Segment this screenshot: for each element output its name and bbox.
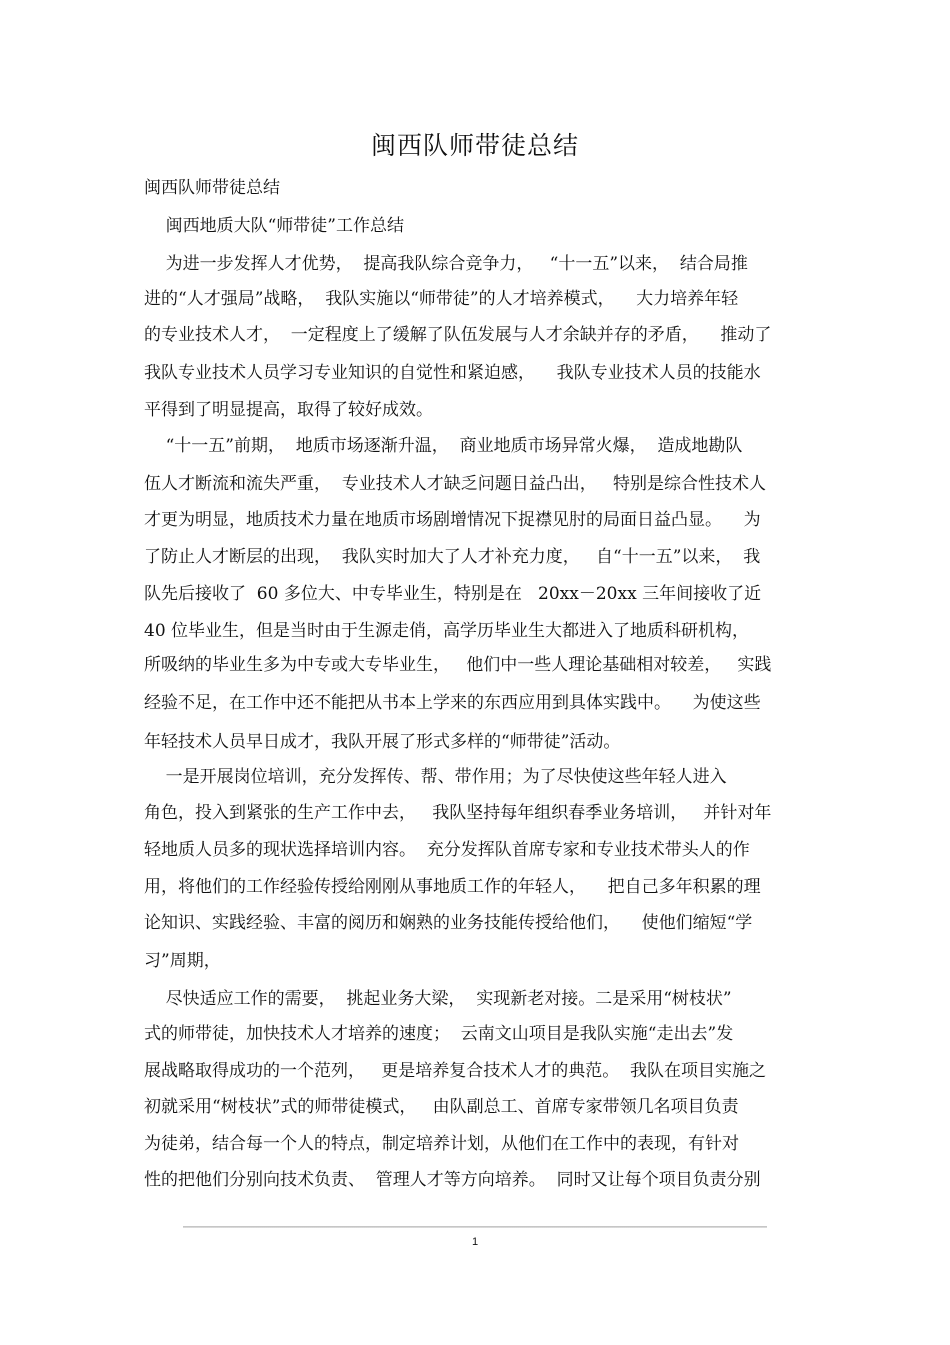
body-line: 才更为明显，地质技术力量在地质市场剧增情况下捉襟见肘的局面日益凸显。 为: [144, 510, 761, 530]
body-line: 角色，投入到紧张的生产工作中去， 我队坚持每年组织春季业务培训， 并针对年: [144, 803, 772, 823]
body-line: 平得到了明显提高，取得了较好成效。: [144, 400, 433, 420]
body-line: 一是开展岗位培训，充分发挥传、帮、带作用；为了尽快使这些年轻人进入: [144, 767, 727, 787]
body-line: 论知识、实践经验、丰富的阅历和娴熟的业务技能传授给他们， 使他们缩短“学: [144, 913, 753, 933]
document-subtitle: 闽西队师带徒总结: [144, 178, 280, 198]
body-line: 了防止人才断层的出现， 我队实时加大了人才补充力度， 自“十一五”以来， 我: [144, 547, 761, 567]
body-line: 展战略取得成功的一个范列， 更是培养复合技术人才的典范。 我队在项目实施之: [144, 1061, 767, 1081]
body-line: 为进一步发挥人才优势， 提高我队综合竞争力， “十一五”以来， 结合局推: [144, 254, 748, 274]
body-line: 所吸纳的毕业生多为中专或大专毕业生， 他们中一些人理论基础相对较差， 实践: [144, 655, 772, 675]
body-line: 队先后接收了 60 多位大、中专毕业生，特别是在 20xx－20xx 三年间接收了近: [144, 584, 762, 604]
body-line: “十一五”前期， 地质市场逐渐升温， 商业地质市场异常火爆， 造成地勘队: [144, 436, 743, 456]
document-title: 闽西队师带徒总结: [370, 131, 579, 160]
page-number: 1: [471, 1236, 479, 1248]
body-line: 习”周期，: [144, 951, 221, 971]
body-line: 年轻技术人员早日成才，我队开展了形式多样的“师带徒”活动。: [144, 732, 621, 752]
body-line: 性的把他们分别向技术负责、 管理人才等方向培养。 同时又让每个项目负责分别: [144, 1170, 761, 1190]
footer-divider: [183, 1226, 767, 1228]
body-line: 经验不足，在工作中还不能把从书本上学来的东西应用到具体实践中。 为使这些: [144, 693, 761, 713]
body-line: 为徒弟，结合每一个人的特点，制定培养计划，从他们在工作中的表现，有针对: [144, 1134, 739, 1154]
body-line: 闽西地质大队“师带徒”工作总结: [144, 216, 404, 236]
body-line: 用，将他们的工作经验传授给刚刚从事地质工作的年轻人， 把自己多年积累的理: [144, 877, 761, 897]
body-line: 进的“人才强局”战略， 我队实施以“师带徒”的人才培养模式， 大力培养年轻: [144, 289, 739, 309]
body-line: 的专业技术人才， 一定程度上了缓解了队伍发展与人才余缺并存的矛盾， 推动了: [144, 325, 772, 345]
body-line: 轻地质人员多的现状选择培训内容。 充分发挥队首席专家和专业技术带头人的作: [144, 840, 750, 860]
body-line: 伍人才断流和流失严重， 专业技术人才缺乏问题日益凸出， 特别是综合性技术人: [144, 474, 767, 494]
body-line: 初就采用“树枝状”式的师带徒模式， 由队副总工、首席专家带领几名项目负责: [144, 1097, 739, 1117]
body-line: 尽快适应工作的需要， 挑起业务大梁， 实现新老对接。二是采用“树枝状”: [144, 989, 732, 1009]
body-line: 我队专业技术人员学习专业知识的自觉性和紧迫感， 我队专业技术人员的技能水: [144, 363, 761, 383]
body-line: 式的师带徒，加快技术人才培养的速度； 云南文山项目是我队实施“走出去”发: [144, 1024, 734, 1044]
body-line: 40 位毕业生，但是当时由于生源走俏，高学历毕业生大都进入了地质科研机构，: [144, 621, 750, 641]
